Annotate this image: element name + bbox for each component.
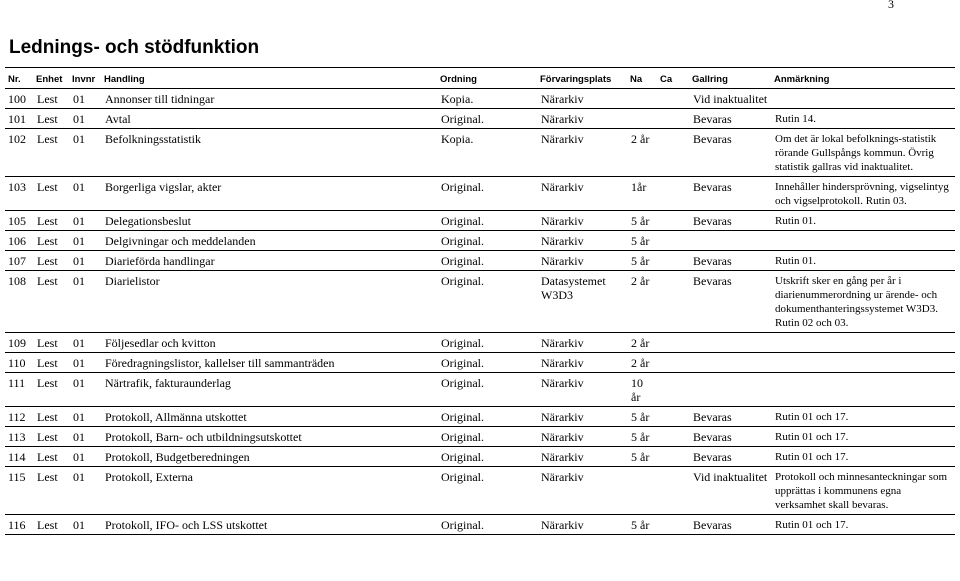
cell-ordning: Original. [437,177,537,211]
col-invnr: Invnr [69,68,101,89]
col-forvaringsplats: Förvaringsplats [537,68,627,89]
col-anmarkning: Anmärkning [771,68,955,89]
table-header-row [5,68,955,89]
cell-ordning: Original. [437,515,537,535]
cell-gallring: Bevaras [689,177,771,211]
cell-nr: 115 [5,467,33,515]
cell-na [627,89,657,109]
cell-nr: 108 [5,271,33,333]
cell-invnr: 01 [69,333,101,353]
cell-anmarkning: Rutin 01 och 17. [771,427,955,447]
cell-nr: 102 [5,129,33,177]
cell-handling: Protokoll, Barn- och utbildningsutskottet [101,427,437,447]
cell-anmarkning [771,353,955,373]
cell-enhet: Lest [33,353,69,373]
table-row [5,515,955,535]
cell-gallring: Bevaras [689,251,771,271]
col-ca: Ca [657,68,689,89]
table-row [5,407,955,427]
table-row [5,427,955,447]
cell-ca [657,89,689,109]
cell-ordning: Original. [437,447,537,467]
cell-handling: Diarielistor [101,271,437,333]
cell-anmarkning: Protokoll och minnesanteckningar som upprättas i kommunens egna verksamhet skall bevaras. [771,467,955,515]
cell-forvaringsplats: Närarkiv [537,447,627,467]
cell-ordning: Original. [437,407,537,427]
records-table [5,67,955,535]
table-row [5,271,955,333]
cell-gallring: Bevaras [689,129,771,177]
cell-ordning: Original. [437,333,537,353]
cell-invnr: 01 [69,373,101,407]
cell-forvaringsplats: Närarkiv [537,407,627,427]
cell-ca [657,447,689,467]
cell-na: 5 år [627,447,657,467]
cell-ca [657,353,689,373]
cell-ca [657,271,689,333]
cell-enhet: Lest [33,467,69,515]
cell-handling: Närtrafik, fakturaunderlag [101,373,437,407]
cell-gallring: Bevaras [689,515,771,535]
cell-gallring: Bevaras [689,427,771,447]
cell-forvaringsplats: Närarkiv [537,177,627,211]
cell-handling: Protokoll, Budgetberedningen [101,447,437,467]
cell-nr: 112 [5,407,33,427]
cell-na: 5 år [627,407,657,427]
cell-ca [657,129,689,177]
cell-nr: 116 [5,515,33,535]
cell-na: 5 år [627,211,657,231]
col-handling: Handling [101,68,437,89]
cell-invnr: 01 [69,515,101,535]
cell-gallring: Vid inaktualitet [689,467,771,515]
cell-enhet: Lest [33,333,69,353]
cell-na: 5 år [627,231,657,251]
cell-anmarkning [771,89,955,109]
cell-ordning: Original. [437,251,537,271]
cell-ordning: Original. [437,373,537,407]
cell-handling: Befolkningsstatistik [101,129,437,177]
cell-enhet: Lest [33,89,69,109]
cell-forvaringsplats: Närarkiv [537,89,627,109]
cell-invnr: 01 [69,211,101,231]
cell-forvaringsplats: Närarkiv [537,427,627,447]
cell-anmarkning [771,373,955,407]
cell-nr: 107 [5,251,33,271]
table-row [5,467,955,515]
cell-handling: Delegationsbeslut [101,211,437,231]
table-row [5,353,955,373]
cell-invnr: 01 [69,231,101,251]
cell-enhet: Lest [33,271,69,333]
cell-forvaringsplats: Närarkiv [537,373,627,407]
cell-enhet: Lest [33,211,69,231]
cell-gallring [689,353,771,373]
cell-anmarkning [771,333,955,353]
cell-ordning: Original. [437,353,537,373]
cell-ordning: Kopia. [437,89,537,109]
cell-anmarkning: Rutin 01. [771,211,955,231]
cell-nr: 110 [5,353,33,373]
table-row [5,447,955,467]
cell-nr: 113 [5,427,33,447]
cell-anmarkning: Rutin 01 och 17. [771,447,955,467]
cell-enhet: Lest [33,177,69,211]
cell-na: 10 år [627,373,657,407]
col-na: Na [627,68,657,89]
cell-nr: 103 [5,177,33,211]
cell-forvaringsplats: Närarkiv [537,353,627,373]
cell-nr: 109 [5,333,33,353]
cell-gallring: Vid inaktualitet [689,89,771,109]
cell-gallring: Bevaras [689,211,771,231]
cell-ca [657,211,689,231]
cell-gallring [689,373,771,407]
cell-anmarkning: Rutin 01 och 17. [771,407,955,427]
cell-nr: 106 [5,231,33,251]
col-gallring: Gallring [689,68,771,89]
cell-ca [657,251,689,271]
cell-enhet: Lest [33,515,69,535]
cell-forvaringsplats: Närarkiv [537,211,627,231]
cell-invnr: 01 [69,251,101,271]
cell-handling: Protokoll, Externa [101,467,437,515]
cell-anmarkning [771,231,955,251]
cell-handling: Föredragningslistor, kallelser till sammanträden [101,353,437,373]
cell-invnr: 01 [69,177,101,211]
col-enhet: Enhet [33,68,69,89]
cell-na: 2 år [627,333,657,353]
cell-enhet: Lest [33,407,69,427]
cell-invnr: 01 [69,109,101,129]
cell-anmarkning: Innehåller hindersprövning, vigselintyg och vigselprotokoll. Rutin 03. [771,177,955,211]
cell-na: 2 år [627,353,657,373]
table-row [5,211,955,231]
cell-na: 5 år [627,427,657,447]
cell-forvaringsplats: Närarkiv [537,515,627,535]
cell-anmarkning: Utskrift sker en gång per år i diarienummerordning ur ärende- och dokumenthanteringssystemet W3D3. Rutin 02 och 03. [771,271,955,333]
cell-handling: Avtal [101,109,437,129]
table-row [5,373,955,407]
cell-ordning: Original. [437,231,537,251]
cell-forvaringsplats: Närarkiv [537,333,627,353]
cell-handling: Annonser till tidningar [101,89,437,109]
cell-na: 2 år [627,129,657,177]
cell-gallring [689,231,771,251]
cell-ca [657,333,689,353]
table-row [5,251,955,271]
cell-enhet: Lest [33,373,69,407]
table-row [5,129,955,177]
cell-ca [657,515,689,535]
cell-ordning: Original. [437,271,537,333]
cell-anmarkning: Om det är lokal befolknings-statistik rörande Gullspångs kommun. Övrig statistik gallras vid inaktualitet. [771,129,955,177]
cell-enhet: Lest [33,447,69,467]
cell-forvaringsplats: Närarkiv [537,129,627,177]
cell-enhet: Lest [33,427,69,447]
cell-enhet: Lest [33,231,69,251]
cell-invnr: 01 [69,447,101,467]
cell-handling: Borgerliga vigslar, akter [101,177,437,211]
cell-invnr: 01 [69,129,101,177]
cell-ca [657,373,689,407]
cell-forvaringsplats: Närarkiv [537,109,627,129]
cell-handling: Protokoll, Allmänna utskottet [101,407,437,427]
col-nr: Nr. [5,68,33,89]
page-title: Lednings- och stödfunktion [9,37,260,58]
col-ordning: Ordning [437,68,537,89]
cell-ordning: Original. [437,467,537,515]
cell-forvaringsplats: Närarkiv [537,251,627,271]
cell-anmarkning: Rutin 01. [771,251,955,271]
cell-ca [657,407,689,427]
cell-handling: Delgivningar och meddelanden [101,231,437,251]
cell-nr: 100 [5,89,33,109]
cell-invnr: 01 [69,271,101,333]
cell-enhet: Lest [33,251,69,271]
cell-enhet: Lest [33,109,69,129]
cell-ordning: Original. [437,427,537,447]
cell-ca [657,109,689,129]
cell-ordning: Original. [437,109,537,129]
cell-na [627,109,657,129]
cell-forvaringsplats: Närarkiv [537,467,627,515]
cell-na: 1år [627,177,657,211]
cell-nr: 101 [5,109,33,129]
cell-gallring: Bevaras [689,447,771,467]
table-row [5,177,955,211]
cell-invnr: 01 [69,407,101,427]
cell-anmarkning: Rutin 01 och 17. [771,515,955,535]
cell-nr: 114 [5,447,33,467]
cell-enhet: Lest [33,129,69,177]
table-row [5,231,955,251]
cell-na: 5 år [627,251,657,271]
table-row [5,109,955,129]
cell-ca [657,467,689,515]
cell-nr: 111 [5,373,33,407]
cell-handling: Protokoll, IFO- och LSS utskottet [101,515,437,535]
table-row [5,333,955,353]
cell-invnr: 01 [69,353,101,373]
cell-ordning: Kopia. [437,129,537,177]
cell-ca [657,231,689,251]
cell-invnr: 01 [69,427,101,447]
page-number: 3 [888,0,894,11]
cell-anmarkning: Rutin 14. [771,109,955,129]
cell-handling: Följesedlar och kvitton [101,333,437,353]
cell-gallring: Bevaras [689,271,771,333]
cell-gallring [689,333,771,353]
cell-forvaringsplats: Närarkiv [537,231,627,251]
cell-ca [657,177,689,211]
table-row [5,89,955,109]
cell-ca [657,427,689,447]
cell-na: 2 år [627,271,657,333]
cell-handling: Diarieförda handlingar [101,251,437,271]
cell-invnr: 01 [69,89,101,109]
cell-na [627,467,657,515]
cell-forvaringsplats: Datasystemet W3D3 [537,271,627,333]
cell-gallring: Bevaras [689,109,771,129]
cell-invnr: 01 [69,467,101,515]
cell-gallring: Bevaras [689,407,771,427]
cell-na: 5 år [627,515,657,535]
cell-nr: 105 [5,211,33,231]
cell-ordning: Original. [437,211,537,231]
